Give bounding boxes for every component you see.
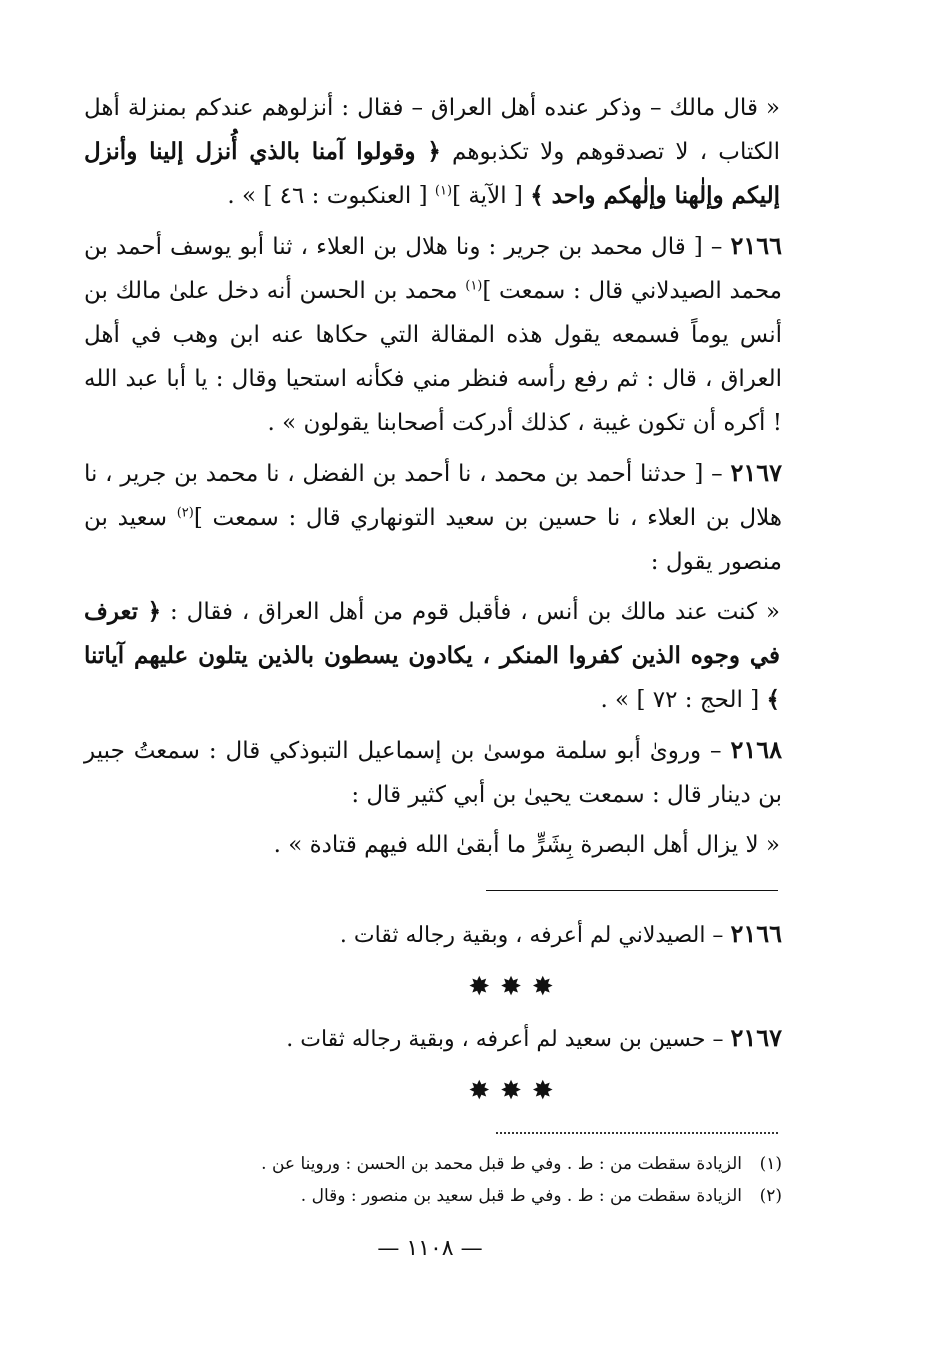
text-run: « قال مالك – وذكر عنده أهل العراق – فقال : أنزلوهم عندكم بمنزلة أهل الكتاب ، لا تصدقوهم ولا تكذبوهم: [84, 95, 780, 165]
verse-reference: [ العنكبوت : ٤٦ ] » .: [227, 183, 435, 209]
footnote-item: [140, 1180, 782, 1212]
text-run: « كنت عند مالك بن أنس ، فأقبل قوم من أهل العراق ، فقال :: [161, 599, 781, 625]
footnote-number: (١): [759, 1154, 782, 1174]
commentary-text: – حسين بن سعيد لم أعرفه ، وبقية رجاله ثقات .: [286, 1027, 731, 1052]
text-run: [ الآية ]: [452, 183, 531, 209]
footnote-ref[interactable]: (١): [465, 278, 483, 294]
paragraph-quote-1: [84, 86, 782, 218]
footnotes: [140, 1148, 782, 1212]
footnote-item: [140, 1148, 782, 1180]
narration-number: ٢١٦٦: [730, 231, 782, 260]
main-text: [84, 86, 782, 873]
narration-number: ٢١٦٧: [730, 458, 782, 487]
paragraph-2167: [84, 451, 782, 584]
text-run: سعيد بن منصور يقول :: [84, 505, 782, 575]
paragraph-2166: [84, 224, 782, 445]
narration-number: ٢١٦٨: [730, 735, 782, 764]
paragraph-quote-3: « لا يزال أهل البصرة بِشَرٍّ ما أبقىٰ الله فيهم قتادة » .: [273, 832, 780, 858]
footnote-ref[interactable]: (١): [434, 183, 453, 199]
commentary-text: – الصيدلاني لم أعرفه ، وبقية رجاله ثقات .: [339, 923, 731, 948]
commentary-2167: [120, 1016, 782, 1062]
narration-number: ٢١٦٧: [730, 1023, 782, 1052]
footnote-separator: [496, 1132, 778, 1134]
verse-reference: [ الحج : ٧٢ ] » .: [600, 687, 767, 713]
footnote-ref[interactable]: (٢): [176, 505, 194, 521]
text-run: – [ قال محمد بن جرير : ونا هلال بن العلاء ، ثنا أبو يوسف أحمد بن محمد الصيدلاني قال : سمعت ]: [84, 234, 782, 304]
footnote-text: الزيادة سقطت من : ط . وفي ط قبل سعيد بن منصور : وقال .: [300, 1186, 742, 1206]
separator-line: [486, 890, 778, 891]
page-number: — ١١٠٨ —: [377, 1236, 483, 1261]
commentary: [120, 912, 782, 1120]
paragraph-2168: [84, 728, 782, 817]
text-run: – [ حدثنا أحمد بن محمد ، نا أحمد بن الفضل ، نا محمد بن جرير ، نا هلال بن العلاء ، نا حسين بن سعيد التونهاري قال : سمعت ]: [84, 461, 782, 531]
star-divider: ✸✸✸: [468, 972, 564, 1002]
text-run: – وروىٰ أبو سلمة موسىٰ بن إسماعيل التبوذكي قال : سمعتُ جبير بن دينار قال : سمعت يحيىٰ بن أبي كثير قال :: [84, 738, 782, 808]
star-divider: ✸✸✸: [468, 1076, 564, 1106]
quran-verse: ﴿ تعرف في وجوه الذين كفروا المنكر ، يكادون يسطون بالذين يتلون عليهم آياتنا ﴾: [84, 598, 780, 713]
narration-number: ٢١٦٦: [730, 919, 782, 948]
footnote-number: (٢): [759, 1186, 782, 1206]
commentary-2166: [120, 912, 782, 958]
footnote-text: الزيادة سقطت من : ط . وفي ط قبل محمد بن الحسن : وروينا عن .: [261, 1154, 742, 1174]
paragraph-quote-2: [84, 590, 782, 722]
quran-verse: ﴿ وقولوا آمنا بالذي أُنزل إلينا وأنزل إليكم وإلٰهنا وإلٰهكم واحد ﴾: [84, 138, 780, 209]
text-run: محمد بن الحسن أنه دخل علىٰ مالك بن أنس يوماً فسمعه يقول هذه المقالة التي حكاها عنه ابن وهب في أهل العراق ، قال : ثم رفع رأسه فنظر مني فكأنه استحيا وقال : يا أبا عبد الله ! أكره أن تكون غيبة ، كذلك أدركت أصحابنا يقولون » .: [84, 278, 782, 436]
